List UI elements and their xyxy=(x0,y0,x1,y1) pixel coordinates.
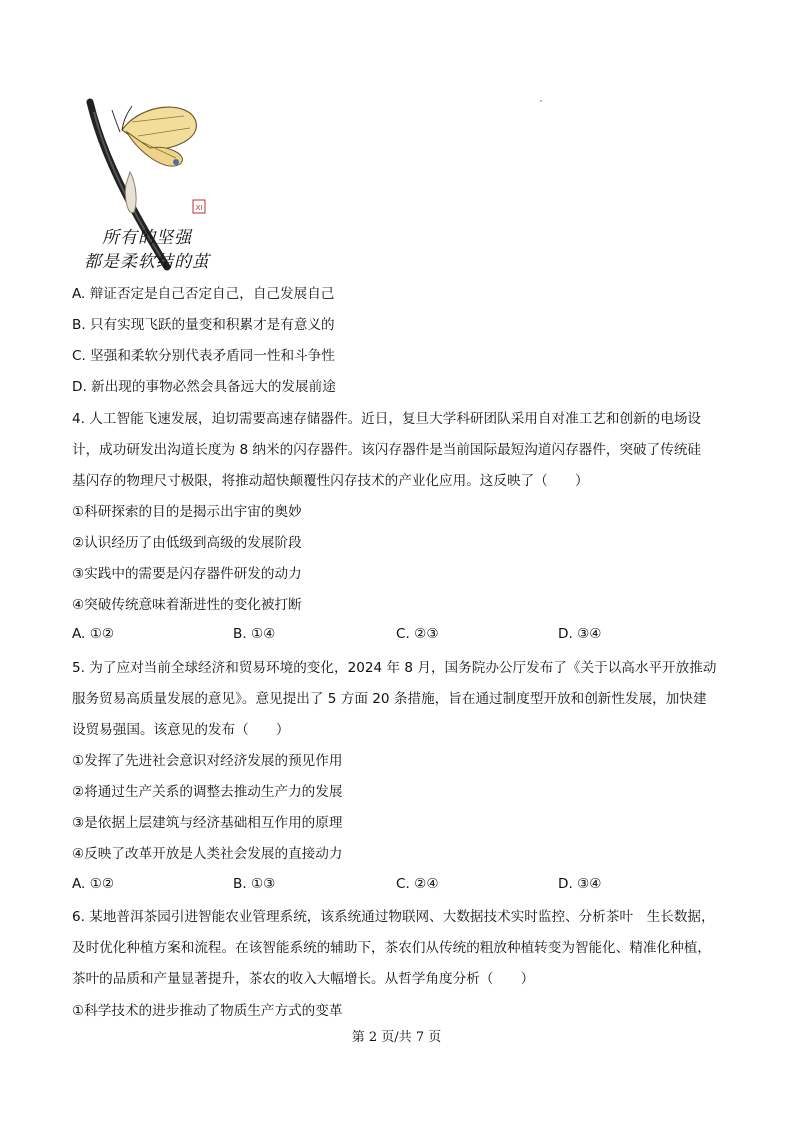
q5-choice-d: D. ③④ xyxy=(558,876,602,892)
q3-option-a: A. 辩证否定是自己否定自己，自己发展自己 xyxy=(72,286,335,302)
calligraphy-line-2: 都是柔软结的茧 xyxy=(84,252,210,272)
q5-item-4: ④反映了改革开放是人类社会发展的直接动力 xyxy=(72,846,343,862)
q4-stem-line-2: 计，成功研发出沟道长度为 8 纳米的闪存器件。该闪存器件是当前国际最短沟道闪存器件，突破了传统硅 xyxy=(72,442,702,458)
q5-choices xyxy=(72,876,722,896)
q4-item-3: ③实践中的需要是闪存器件研发的动力 xyxy=(72,566,302,582)
q4-choice-a: A. ①② xyxy=(72,626,115,642)
q5-stem-line-3: 设贸易强国。该意见的发布（ ） xyxy=(72,722,290,738)
q3-option-d: D. 新出现的事物必然会具备远大的发展前途 xyxy=(72,379,336,395)
q4-choices xyxy=(72,626,722,646)
q5-item-1: ①发挥了先进社会意识对经济发展的预见作用 xyxy=(72,753,343,769)
page-footer: 第 2 页/共 7 页 xyxy=(351,1030,442,1045)
calligraphy-caption xyxy=(84,226,214,274)
q6-item-1: ①科学技术的进步推动了物质生产方式的变革 xyxy=(72,1003,343,1019)
q3-option-c: C. 坚强和柔软分别代表矛盾同一性和斗争性 xyxy=(72,348,335,364)
q4-item-1: ①科研探索的目的是揭示出宇宙的奥妙 xyxy=(72,504,302,520)
calligraphy-line-1: 所有的坚强 xyxy=(102,228,192,248)
speck xyxy=(540,100,542,102)
q6-stem-line-1: 6. 某地普洱茶园引进智能农业管理系统，该系统通过物联网、大数据技术实时监控、分析茶叶 生长数据， xyxy=(72,909,715,925)
q4-item-2: ②认识经历了由低级到高级的发展阶段 xyxy=(72,535,302,551)
q4-stem-line-1: 4. 人工智能飞速发展，迫切需要高速存储器件。近日，复旦大学科研团队采用自对准工艺和创新的电场设 xyxy=(72,411,702,427)
q4-stem-line-3: 基闪存的物理尺寸极限，将推动超快颠覆性闪存技术的产业化应用。这反映了（ ） xyxy=(72,473,589,489)
q5-choice-a: A. ①② xyxy=(72,876,115,892)
q4-choice-c: C. ②③ xyxy=(396,626,439,642)
q4-choice-d: D. ③④ xyxy=(558,626,602,642)
q5-choice-c: C. ②④ xyxy=(396,876,439,892)
q5-item-3: ③是依据上层建筑与经济基础相互作用的原理 xyxy=(72,815,343,831)
q4-choice-b: B. ①④ xyxy=(233,626,276,642)
q4-item-4: ④突破传统意味着渐进性的变化被打断 xyxy=(72,597,302,613)
q6-stem-line-2: 及时优化种植方案和流程。在该智能系统的辅助下，茶农们从传统的粗放种植转变为智能化、精准化种植， xyxy=(72,940,711,956)
seal-stamp: XI xyxy=(195,204,203,212)
q5-stem-line-2: 服务贸易高质量发展的意见》。意见提出了 5 方面 20 条措施，旨在通过制度型开放和创新性发展，加快建 xyxy=(72,691,707,707)
q6-stem-line-3: 茶叶的品质和产量显著提升，茶农的收入大幅增长。从哲学角度分析（ ） xyxy=(72,971,535,987)
q5-choice-b: B. ①③ xyxy=(233,876,276,892)
q3-option-b: B. 只有实现飞跃的量变和积累才是有意义的 xyxy=(72,317,335,333)
q5-item-2: ②将通过生产关系的调整去推动生产力的发展 xyxy=(72,784,343,800)
q5-stem-line-1: 5. 为了应对当前全球经济和贸易环境的变化，2024 年 8 月，国务院办公厅发布了《关于以高水平开放推动 xyxy=(72,660,717,676)
